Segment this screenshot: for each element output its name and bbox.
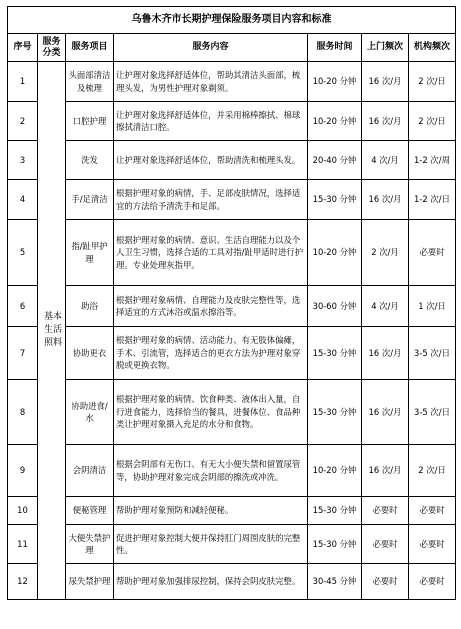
category-cell <box>38 62 66 600</box>
row-no: 4 <box>8 180 38 220</box>
table-row <box>8 497 456 525</box>
table-row <box>8 327 456 380</box>
row-visit-frequency: 必要时 <box>362 497 409 525</box>
row-visit-frequency: 2 次/月 <box>362 220 409 286</box>
row-item: 手/足清洁 <box>66 180 114 220</box>
row-institution-frequency: 1 次/日 <box>409 286 456 327</box>
table-row <box>8 62 456 102</box>
row-no: 9 <box>8 445 38 497</box>
row-no: 10 <box>8 497 38 525</box>
row-content: 让护理对象选择舒适体位，帮助清洗和梳理头发。 <box>114 141 308 180</box>
table-row <box>8 141 456 180</box>
row-institution-frequency: 2 次/日 <box>409 102 456 141</box>
row-time: 15-30 分钟 <box>308 497 362 525</box>
row-visit-frequency: 4 次/月 <box>362 286 409 327</box>
table-row <box>8 102 456 141</box>
row-institution-frequency: 必要时 <box>409 525 456 564</box>
table-row <box>8 564 456 600</box>
table-row <box>8 286 456 327</box>
row-visit-frequency: 16 次/月 <box>362 380 409 445</box>
row-content: 根据护理对象的病情，手、足部皮肤情况，选择适宜的方法给予清洗手和足部。 <box>114 180 308 220</box>
row-item: 大便失禁护理 <box>66 525 114 564</box>
row-institution-frequency: 1-2 次/周 <box>409 141 456 180</box>
row-visit-frequency: 必要时 <box>362 564 409 600</box>
row-time: 10-20 分钟 <box>308 445 362 497</box>
row-item: 头面部清洁及梳理 <box>66 62 114 102</box>
row-item: 口腔护理 <box>66 102 114 141</box>
row-item: 助浴 <box>66 286 114 327</box>
row-time: 15-30 分钟 <box>308 525 362 564</box>
row-visit-frequency: 16 次/月 <box>362 180 409 220</box>
row-institution-frequency: 3-5 次/日 <box>409 380 456 445</box>
header-institution-frequency: 机构频次 <box>409 34 456 62</box>
row-content: 根据护理对象病情、自理能力及皮肤完整性等，选择适宜的方式沐浴或温水擦浴等。 <box>114 286 308 327</box>
table-row <box>8 220 456 286</box>
row-content: 根据护理对象的病情、饮食种类、液体出入量，自行进食能力，选择恰当的餐具，进餐体位、食品种类让护理对象摄入充足的水分和食物。 <box>114 380 308 445</box>
row-item: 尿失禁护理 <box>66 564 114 600</box>
row-institution-frequency: 2 次/日 <box>409 445 456 497</box>
row-no: 2 <box>8 102 38 141</box>
row-no: 1 <box>8 62 38 102</box>
row-no: 3 <box>8 141 38 180</box>
service-standard-table <box>7 6 456 600</box>
row-no: 5 <box>8 220 38 286</box>
row-no: 7 <box>8 327 38 380</box>
row-institution-frequency: 必要时 <box>409 497 456 525</box>
row-visit-frequency: 16 次/月 <box>362 62 409 102</box>
row-item: 指/趾甲护理 <box>66 220 114 286</box>
table-row <box>8 445 456 497</box>
row-item: 协助更衣 <box>66 327 114 380</box>
row-no: 11 <box>8 525 38 564</box>
row-institution-frequency: 必要时 <box>409 220 456 286</box>
row-item: 便秘管理 <box>66 497 114 525</box>
row-time: 15-30 分钟 <box>308 327 362 380</box>
table-row <box>8 180 456 220</box>
row-content: 帮助护理对象加强排尿控制，保持会阴皮肤完整。 <box>114 564 308 600</box>
row-content: 根据护理对象的病情、意识、生活自理能力以及个人卫生习惯，选择合适的工具对指/趾甲适时进行护理。专业处理灰指甲。 <box>114 220 308 286</box>
row-no: 8 <box>8 380 38 445</box>
row-content: 让护理对象选择舒适体位，帮助其清洁头面部，梳理头发，为男性护理对象剃须。 <box>114 62 308 102</box>
row-institution-frequency: 1-2 次/日 <box>409 180 456 220</box>
row-visit-frequency: 16 次/月 <box>362 327 409 380</box>
row-no: 12 <box>8 564 38 600</box>
table-title: 乌鲁木齐市长期护理保险服务项目内容和标准 <box>8 7 456 34</box>
row-time: 15-30 分钟 <box>308 380 362 445</box>
row-content: 根据护理对象的病情、活动能力、有无肢体偏瘫，手术、引流管，选择适合的更衣方法为护理对象穿脱或更换衣物。 <box>114 327 308 380</box>
row-time: 10-20 分钟 <box>308 220 362 286</box>
table-row <box>8 380 456 445</box>
service-standard-table-wrapper <box>7 6 455 600</box>
row-institution-frequency: 2 次/日 <box>409 62 456 102</box>
row-content: 根据会阴部有无伤口、有无大小便失禁和留置尿管等，协助护理对象完成会阴部的擦洗或冲洗。 <box>114 445 308 497</box>
header-content: 服务内容 <box>114 34 308 62</box>
row-time: 10-20 分钟 <box>308 62 362 102</box>
row-item: 协助进食/水 <box>66 380 114 445</box>
row-institution-frequency: 3-5 次/日 <box>409 327 456 380</box>
row-content: 让护理对象选择舒适体位，并采用棉棒擦拭、棉球擦拭清洁口腔。 <box>114 102 308 141</box>
row-time: 15-30 分钟 <box>308 180 362 220</box>
row-visit-frequency: 16 次/月 <box>362 102 409 141</box>
row-item: 会阴清洁 <box>66 445 114 497</box>
row-no: 6 <box>8 286 38 327</box>
row-content: 促进护理对象控制大便并保持肛门周围皮肤的完整性。 <box>114 525 308 564</box>
row-visit-frequency: 4 次/月 <box>362 141 409 180</box>
header-no: 序号 <box>8 34 38 62</box>
row-time: 30-60 分钟 <box>308 286 362 327</box>
row-time: 20-40 分钟 <box>308 141 362 180</box>
row-time: 30-45 分钟 <box>308 564 362 600</box>
table-row <box>8 525 456 564</box>
header-time: 服务时间 <box>308 34 362 62</box>
header-category: 服务分类 <box>38 34 66 62</box>
row-institution-frequency: 必要时 <box>409 564 456 600</box>
header-item: 服务项目 <box>66 34 114 62</box>
row-visit-frequency: 必要时 <box>362 525 409 564</box>
row-visit-frequency: 16 次/月 <box>362 445 409 497</box>
row-content: 帮助护理对象预防和减轻便秘。 <box>114 497 308 525</box>
row-item: 洗发 <box>66 141 114 180</box>
row-time: 10-20 分钟 <box>308 102 362 141</box>
header-visit-frequency: 上门频次 <box>362 34 409 62</box>
category-label: 基本生活照料 <box>43 312 62 348</box>
